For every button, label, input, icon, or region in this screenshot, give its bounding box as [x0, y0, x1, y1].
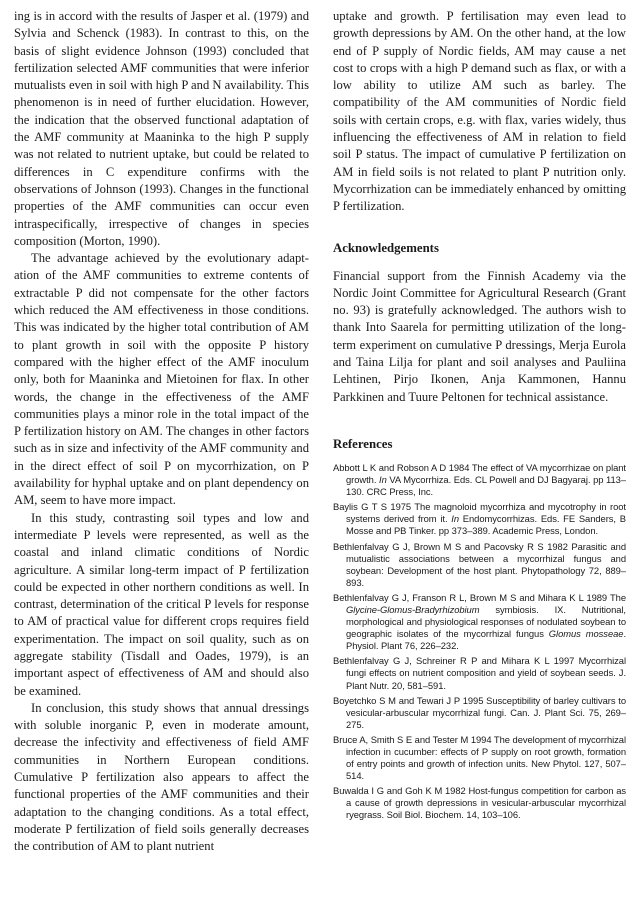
right-column — [329, 8, 626, 900]
acknowledgements-text: Financial support from the Finnish Academy via the Nordic Joint Committee for Agricultural Research (Grant no. 93) is gratefully acknowledged. The authors wish to thank Into Saarela for permitting utilization of the long-term experiment on cumulative P dressings, Merja Eurola and Taina Lilja for plant and soil analyses and Pauliina Lehtinen, Pirjo Ikonen, Anja Kammonen, Hannu Parkkinen and Tuure Peltonen for technical assistance. — [333, 268, 626, 404]
references-heading: References — [333, 436, 393, 451]
reference-italic: In — [451, 513, 460, 525]
reference-text: Abbott L K and Robson A D 1984 The effect of VA mycorrhizae on plant growth. — [333, 461, 626, 486]
reference-text: symbiosis. IX. Nutritional, morphological and physiological responses of nodulated soybean to geographic isolates of the mycorrhizal fungus — [346, 603, 626, 640]
body-paragraph: In conclusion, this study shows that annual dressings with soluble inorganic P, even in moderate amount, decrease the infectivity and effectiveness of field AMF communities in Northern European conditions. Cumulative P fertilization also appears to affect the functional properties of the AMF communities and their adaptation to the changing conditions. As a total effect, moderate P fertilization of field soils generally decreases the contribution of AM to plant nutrient — [14, 700, 309, 854]
reference-text: Baylis G T S 1975 The magnoloid mycorrhiza and mycotrophy in root systems derived from it. — [333, 501, 626, 525]
references-list — [333, 462, 626, 822]
reference-item — [333, 462, 626, 498]
reference-italic: In — [379, 474, 387, 486]
reference-text: VA Mycorrhiza. Eds. CL Powell and DJ Bagyaraj. pp 113–130. CRC Press, Inc. — [346, 474, 626, 498]
body-paragraph: uptake and growth. P fertilisation may even lead to growth depressions by AM. On the other hand, at the low end of P supply of Nordic fields, AM may cause a net cost to crops with a high P demand such as flax, or with a low ability to utilize AM such as barley. The compatibility of the AM communities of Nordic field soils with certain crops, e.g. with flax, varies widely, thus influencing the effectiveness of AM in relation to field soil P status. The impact of cumulative P fertilization on AM in field soils is not related to plant P nutrition only. Mycorrhization can be immediately enhanced by omitting P fertilization. — [333, 9, 626, 214]
reference-item — [333, 592, 626, 652]
reference-text: Bethlenfalvay G J, Schreiner R P and Mihara K L 1997 Mycorrhizal fungi effects on nutrient composition and yield of soybean seeds. J. Plant Nutr. 20, 581–591. — [333, 655, 626, 691]
body-paragraph: In this study, contrasting soil types and low and intermediate P levels were represented, as well as the coastal and inland climatic conditions of Nordic agriculture. A similar long-term impact of P fertilization could be expected in other northern conditions as well. In contrast, determination of the critical P levels for response to AM of practical value for different crops requires field experimentation. The impact on soil quality, such as on aggregate stability (Tisdall and Oades, 1979), is an important aspect of effectiveness of AM and should also be examined. — [14, 510, 309, 698]
reference-text: Boyetchko S M and Tewari J P 1995 Susceptibility of barley cultivars to vesicular-arbuscular mycorrhizal fungi. Can. J. Plant Sci. 75, 269–275. — [333, 694, 626, 730]
left-column — [14, 8, 311, 900]
reference-text: Bruce A, Smith S E and Tester M 1994 The development of mycorrhizal infection in cucumber: effects of P supply on root growth, formation of entry points and growth of infection units. New Phytol. 127, 507–514. — [333, 733, 626, 782]
reference-item — [333, 501, 626, 537]
body-paragraph: ing is in accord with the results of Jasper et al. (1979) and Sylvia and Schenck (1983). In contrast to this, on the basis of slight evidence Johnson (1993) concluded that fertilization selected AMF communities that were inferior mutualists even in soil with high P and N availability. This phenomenon is in need of further elucidation. However, the indication that the observed functional adaptation of the AMF community at Maaninka to the high P supply was not related to nutrient uptake, but could be related to differences in C expenditure confirms with the observations of Johnson (1993). Changes in the functional properties of the AMF communities can occur even intraspecifically, irrespective of changes in species composition (Morton, 1990). — [14, 9, 309, 248]
reference-item — [333, 785, 626, 821]
reference-text: Endomycorrhizas. Eds. FE Sanders, B Mosse and PB Tinker. pp 373–389. Academic Press, London. — [346, 513, 626, 537]
reference-text: Bethlenfalvay G J, Franson R L, Brown M S and Mihara K L 1989 The — [333, 591, 626, 603]
reference-italic: Glycine-Glomus-Bradyrhizobium — [346, 603, 480, 615]
reference-text: . Physiol. Plant 76, 226–232. — [346, 628, 626, 652]
acknowledgements-heading: Acknowledgements — [333, 240, 439, 255]
reference-item — [333, 695, 626, 731]
reference-item — [333, 541, 626, 589]
reference-text: Buwalda I G and Goh K M 1982 Host-fungus competition for carbon as a cause of growth depressions in vesicular-arbuscular mycorrhizal ryegrass. Soil Biol. Biochem. 14, 103–106. — [333, 785, 626, 821]
reference-italic: Glomus mosseae — [548, 628, 624, 640]
body-paragraph: The advantage achieved by the evolutionary adaptation of the AMF communities to extreme contents of extractable P did not compensate for the other factors which reduced the AM effectiveness in those conditions. This was indicated by the higher total contribution of AM to plant growth in soil with the opposite P history compared with the higher effect of the AMF inoculum only, both for Maaninka and Mietoinen for flax. In other words, the change in the effectiveness of the AMF communities plays a minor role in the total impact of the P fertilization history on AM. The changes in other factors such as in size and infectivity of the AMF community and in the direct effect of soil P on mycorrhization, on P availability for hyphal uptake and on plant dependency on AM, seem to have more impact. — [14, 251, 309, 508]
reference-text: Bethlenfalvay G J, Brown M S and Pacovsky R S 1982 Parasitic and mutualistic associations between a mycorrhizal fungus and soybean: Development of the host plant. Phytopathology 72, 889–893. — [333, 540, 626, 588]
reference-item — [333, 734, 626, 782]
reference-item — [333, 655, 626, 691]
